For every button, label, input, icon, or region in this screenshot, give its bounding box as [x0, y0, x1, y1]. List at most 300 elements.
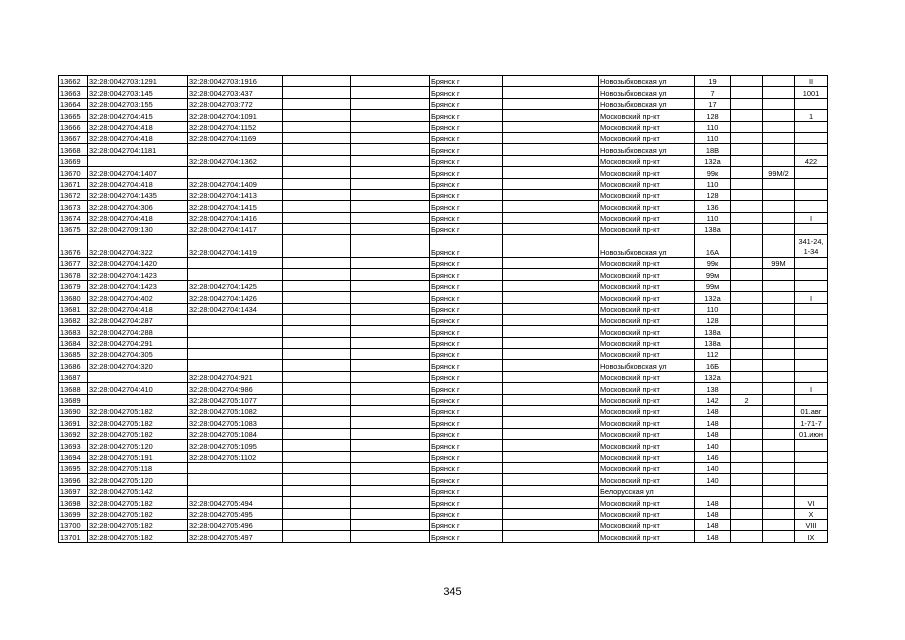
empty-cell: [503, 76, 599, 87]
empty-cell: [283, 201, 351, 212]
object-cadastral-number-cell: 32:28:0042704:1417: [188, 224, 283, 235]
house-number-cell: 99м: [695, 280, 731, 291]
city-cell: Брянск г: [430, 497, 503, 508]
empty-cell: [503, 155, 599, 166]
empty-cell: [351, 98, 430, 109]
empty-cell: [351, 383, 430, 394]
empty-cell: [283, 155, 351, 166]
table-row: [59, 349, 828, 360]
object-cadastral-number-cell: 32:28:0042705:1082: [188, 406, 283, 417]
empty-cell: [283, 98, 351, 109]
empty-cell: [351, 451, 430, 462]
object-cadastral-number-cell: 32:28:0042704:1409: [188, 178, 283, 189]
street-cell: Московский пр-кт: [599, 417, 695, 428]
table-row: [59, 360, 828, 371]
table-row: [59, 269, 828, 280]
empty-cell: [351, 440, 430, 451]
empty-cell: [283, 497, 351, 508]
empty-cell: [351, 167, 430, 178]
street-cell: Московский пр-кт: [599, 269, 695, 280]
building-cell: [731, 406, 763, 417]
street-cell: Московский пр-кт: [599, 167, 695, 178]
street-cell: Московский пр-кт: [599, 155, 695, 166]
house-number-cell: 99к: [695, 257, 731, 268]
object-cadastral-number-cell: 32:28:0042704:1413: [188, 189, 283, 200]
record-number-cell: 13693: [59, 440, 88, 451]
apartment-cell: [795, 371, 828, 382]
empty-cell: [283, 235, 351, 258]
structure-cell: [763, 519, 795, 530]
table-body: [59, 76, 828, 543]
city-cell: Брянск г: [430, 463, 503, 474]
empty-cell: [283, 326, 351, 337]
street-cell: Новозыбковская ул: [599, 235, 695, 258]
object-cadastral-number-cell: 32:28:0042703:772: [188, 98, 283, 109]
empty-cell: [351, 201, 430, 212]
record-number-cell: 13690: [59, 406, 88, 417]
apartment-cell: [795, 360, 828, 371]
empty-cell: [283, 269, 351, 280]
empty-cell: [283, 292, 351, 303]
empty-cell: [351, 132, 430, 143]
record-number-cell: 13687: [59, 371, 88, 382]
table-row: [59, 451, 828, 462]
empty-cell: [283, 337, 351, 348]
empty-cell: [503, 212, 599, 223]
structure-cell: [763, 144, 795, 155]
street-cell: Московский пр-кт: [599, 508, 695, 519]
empty-cell: [503, 519, 599, 530]
record-number-cell: 13668: [59, 144, 88, 155]
empty-cell: [503, 121, 599, 132]
house-number-cell: 128: [695, 110, 731, 121]
building-cell: [731, 212, 763, 223]
record-number-cell: 13678: [59, 269, 88, 280]
empty-cell: [503, 167, 599, 178]
table-row: [59, 224, 828, 235]
structure-cell: [763, 326, 795, 337]
record-number-cell: 13674: [59, 212, 88, 223]
apartment-cell: 1: [795, 110, 828, 121]
house-number-cell: 148: [695, 406, 731, 417]
structure-cell: [763, 337, 795, 348]
building-cell: [731, 463, 763, 474]
apartment-cell: [795, 485, 828, 496]
object-cadastral-number-cell: 32:28:0042704:1362: [188, 155, 283, 166]
structure-cell: [763, 87, 795, 98]
object-cadastral-number-cell: [188, 167, 283, 178]
street-cell: Московский пр-кт: [599, 406, 695, 417]
parcel-cadastral-number-cell: 32:28:0042704:320: [88, 360, 188, 371]
parcel-cadastral-number-cell: 32:28:0042703:145: [88, 87, 188, 98]
empty-cell: [503, 406, 599, 417]
record-number-cell: 13673: [59, 201, 88, 212]
structure-cell: [763, 314, 795, 325]
empty-cell: [283, 110, 351, 121]
apartment-cell: [795, 280, 828, 291]
object-cadastral-number-cell: [188, 314, 283, 325]
house-number-cell: 7: [695, 87, 731, 98]
city-cell: Брянск г: [430, 189, 503, 200]
city-cell: Брянск г: [430, 121, 503, 132]
table-row: [59, 235, 828, 258]
empty-cell: [503, 440, 599, 451]
building-cell: [731, 508, 763, 519]
apartment-cell: [795, 303, 828, 314]
record-number-cell: 13682: [59, 314, 88, 325]
street-cell: Московский пр-кт: [599, 428, 695, 439]
building-cell: [731, 451, 763, 462]
record-number-cell: 13696: [59, 474, 88, 485]
apartment-cell: [795, 121, 828, 132]
table-row: [59, 303, 828, 314]
apartment-cell: VIII: [795, 519, 828, 530]
street-cell: Московский пр-кт: [599, 189, 695, 200]
street-cell: Московский пр-кт: [599, 519, 695, 530]
building-cell: [731, 269, 763, 280]
city-cell: Брянск г: [430, 224, 503, 235]
empty-cell: [503, 371, 599, 382]
parcel-cadastral-number-cell: 32:28:0042703:1291: [88, 76, 188, 87]
city-cell: Брянск г: [430, 508, 503, 519]
empty-cell: [351, 155, 430, 166]
structure-cell: [763, 110, 795, 121]
empty-cell: [283, 132, 351, 143]
parcel-cadastral-number-cell: 32:28:0042705:182: [88, 406, 188, 417]
building-cell: [731, 292, 763, 303]
apartment-cell: [795, 224, 828, 235]
empty-cell: [283, 76, 351, 87]
empty-cell: [503, 132, 599, 143]
apartment-cell: [795, 98, 828, 109]
object-cadastral-number-cell: 32:28:0042705:1077: [188, 394, 283, 405]
empty-cell: [351, 189, 430, 200]
apartment-cell: [795, 269, 828, 280]
empty-cell: [351, 121, 430, 132]
structure-cell: [763, 178, 795, 189]
table-row: [59, 314, 828, 325]
house-number-cell: 140: [695, 463, 731, 474]
parcel-cadastral-number-cell: 32:28:0042705:142: [88, 485, 188, 496]
object-cadastral-number-cell: 32:28:0042705:1095: [188, 440, 283, 451]
record-number-cell: 13670: [59, 167, 88, 178]
apartment-cell: [795, 337, 828, 348]
building-cell: [731, 383, 763, 394]
parcel-cadastral-number-cell: 32:28:0042704:288: [88, 326, 188, 337]
house-number-cell: 148: [695, 428, 731, 439]
city-cell: Брянск г: [430, 474, 503, 485]
parcel-cadastral-number-cell: 32:28:0042704:291: [88, 337, 188, 348]
city-cell: Брянск г: [430, 87, 503, 98]
empty-cell: [503, 474, 599, 485]
apartment-cell: 1-71-7: [795, 417, 828, 428]
record-number-cell: 13662: [59, 76, 88, 87]
empty-cell: [351, 87, 430, 98]
record-number-cell: 13683: [59, 326, 88, 337]
empty-cell: [351, 371, 430, 382]
apartment-cell: 422: [795, 155, 828, 166]
city-cell: Брянск г: [430, 167, 503, 178]
street-cell: Московский пр-кт: [599, 440, 695, 451]
empty-cell: [503, 189, 599, 200]
empty-cell: [283, 314, 351, 325]
structure-cell: [763, 440, 795, 451]
table-row: [59, 508, 828, 519]
empty-cell: [503, 269, 599, 280]
parcel-cadastral-number-cell: [88, 371, 188, 382]
house-number-cell: [695, 485, 731, 496]
object-cadastral-number-cell: [188, 463, 283, 474]
apartment-cell: [795, 314, 828, 325]
street-cell: Московский пр-кт: [599, 224, 695, 235]
empty-cell: [351, 212, 430, 223]
apartment-cell: IX: [795, 531, 828, 542]
house-number-cell: 132а: [695, 292, 731, 303]
empty-cell: [283, 485, 351, 496]
empty-cell: [351, 280, 430, 291]
empty-cell: [503, 235, 599, 258]
structure-cell: [763, 224, 795, 235]
record-number-cell: 13666: [59, 121, 88, 132]
house-number-cell: 19: [695, 76, 731, 87]
record-number-cell: 13679: [59, 280, 88, 291]
empty-cell: [351, 326, 430, 337]
building-cell: [731, 531, 763, 542]
structure-cell: [763, 280, 795, 291]
parcel-cadastral-number-cell: 32:28:0042704:1423: [88, 269, 188, 280]
parcel-cadastral-number-cell: 32:28:0042709:130: [88, 224, 188, 235]
object-cadastral-number-cell: 32:28:0042704:1425: [188, 280, 283, 291]
structure-cell: [763, 451, 795, 462]
record-number-cell: 13701: [59, 531, 88, 542]
empty-cell: [503, 280, 599, 291]
empty-cell: [503, 360, 599, 371]
house-number-cell: 132а: [695, 371, 731, 382]
structure-cell: 99М: [763, 257, 795, 268]
empty-cell: [283, 463, 351, 474]
table-row: [59, 531, 828, 542]
table-row: [59, 292, 828, 303]
house-number-cell: 110: [695, 132, 731, 143]
object-cadastral-number-cell: 32:28:0042704:1091: [188, 110, 283, 121]
city-cell: Брянск г: [430, 280, 503, 291]
table-row: [59, 144, 828, 155]
empty-cell: [283, 349, 351, 360]
house-number-cell: 128: [695, 189, 731, 200]
house-number-cell: 132а: [695, 155, 731, 166]
apartment-cell: I: [795, 212, 828, 223]
house-number-cell: 17: [695, 98, 731, 109]
empty-cell: [503, 292, 599, 303]
empty-cell: [351, 394, 430, 405]
building-cell: [731, 257, 763, 268]
structure-cell: [763, 235, 795, 258]
record-number-cell: 13697: [59, 485, 88, 496]
empty-cell: [503, 314, 599, 325]
parcel-cadastral-number-cell: [88, 155, 188, 166]
record-number-cell: 13680: [59, 292, 88, 303]
building-cell: [731, 519, 763, 530]
empty-cell: [283, 508, 351, 519]
building-cell: [731, 132, 763, 143]
parcel-cadastral-number-cell: 32:28:0042704:415: [88, 110, 188, 121]
house-number-cell: 138а: [695, 337, 731, 348]
structure-cell: [763, 394, 795, 405]
street-cell: Московский пр-кт: [599, 474, 695, 485]
empty-cell: [503, 383, 599, 394]
structure-cell: [763, 132, 795, 143]
structure-cell: [763, 497, 795, 508]
city-cell: Брянск г: [430, 155, 503, 166]
city-cell: Брянск г: [430, 303, 503, 314]
building-cell: [731, 121, 763, 132]
apartment-cell: VI: [795, 497, 828, 508]
house-number-cell: 148: [695, 519, 731, 530]
table-row: [59, 417, 828, 428]
empty-cell: [283, 87, 351, 98]
table-row: [59, 132, 828, 143]
house-number-cell: 142: [695, 394, 731, 405]
empty-cell: [351, 110, 430, 121]
object-cadastral-number-cell: 32:28:0042704:1415: [188, 201, 283, 212]
parcel-cadastral-number-cell: 32:28:0042704:1420: [88, 257, 188, 268]
street-cell: Московский пр-кт: [599, 314, 695, 325]
building-cell: [731, 280, 763, 291]
apartment-cell: [795, 474, 828, 485]
empty-cell: [351, 257, 430, 268]
structure-cell: [763, 98, 795, 109]
structure-cell: [763, 121, 795, 132]
city-cell: Брянск г: [430, 76, 503, 87]
empty-cell: [503, 349, 599, 360]
empty-cell: [283, 224, 351, 235]
empty-cell: [283, 257, 351, 268]
empty-cell: [283, 121, 351, 132]
empty-cell: [351, 76, 430, 87]
table-row: [59, 98, 828, 109]
empty-cell: [283, 360, 351, 371]
empty-cell: [503, 531, 599, 542]
table-row: [59, 394, 828, 405]
building-cell: [731, 337, 763, 348]
table-row: [59, 463, 828, 474]
record-number-cell: 13692: [59, 428, 88, 439]
record-number-cell: 13688: [59, 383, 88, 394]
parcel-cadastral-number-cell: 32:28:0042704:418: [88, 121, 188, 132]
street-cell: Новозыбковская ул: [599, 76, 695, 87]
city-cell: Брянск г: [430, 440, 503, 451]
empty-cell: [283, 451, 351, 462]
street-cell: Московский пр-кт: [599, 303, 695, 314]
building-cell: [731, 167, 763, 178]
object-cadastral-number-cell: [188, 485, 283, 496]
city-cell: Брянск г: [430, 349, 503, 360]
record-number-cell: 13695: [59, 463, 88, 474]
street-cell: Московский пр-кт: [599, 497, 695, 508]
building-cell: [731, 87, 763, 98]
building-cell: [731, 303, 763, 314]
house-number-cell: 148: [695, 508, 731, 519]
empty-cell: [503, 224, 599, 235]
apartment-cell: I: [795, 383, 828, 394]
table-row: [59, 110, 828, 121]
table-row: [59, 406, 828, 417]
street-cell: Московский пр-кт: [599, 349, 695, 360]
parcel-cadastral-number-cell: 32:28:0042705:191: [88, 451, 188, 462]
house-number-cell: 110: [695, 303, 731, 314]
city-cell: Брянск г: [430, 235, 503, 258]
street-cell: Московский пр-кт: [599, 178, 695, 189]
city-cell: Брянск г: [430, 417, 503, 428]
record-number-cell: 13676: [59, 235, 88, 258]
apartment-cell: [795, 463, 828, 474]
object-cadastral-number-cell: 32:28:0042705:495: [188, 508, 283, 519]
empty-cell: [503, 303, 599, 314]
city-cell: Брянск г: [430, 371, 503, 382]
house-number-cell: 148: [695, 497, 731, 508]
apartment-cell: [795, 326, 828, 337]
street-cell: Московский пр-кт: [599, 201, 695, 212]
street-cell: Московский пр-кт: [599, 463, 695, 474]
structure-cell: [763, 417, 795, 428]
building-cell: [731, 235, 763, 258]
house-number-cell: 136: [695, 201, 731, 212]
parcel-cadastral-number-cell: 32:28:0042704:1435: [88, 189, 188, 200]
object-cadastral-number-cell: [188, 349, 283, 360]
empty-cell: [351, 406, 430, 417]
parcel-cadastral-number-cell: 32:28:0042705:120: [88, 474, 188, 485]
street-cell: Московский пр-кт: [599, 383, 695, 394]
empty-cell: [351, 235, 430, 258]
table-row: [59, 326, 828, 337]
empty-cell: [351, 417, 430, 428]
structure-cell: [763, 406, 795, 417]
empty-cell: [351, 178, 430, 189]
building-cell: [731, 474, 763, 485]
street-cell: Белорусская ул: [599, 485, 695, 496]
parcel-cadastral-number-cell: 32:28:0042704:418: [88, 212, 188, 223]
structure-cell: [763, 485, 795, 496]
apartment-cell: 1001: [795, 87, 828, 98]
table-row: [59, 121, 828, 132]
empty-cell: [503, 144, 599, 155]
parcel-cadastral-number-cell: 32:28:0042705:182: [88, 497, 188, 508]
street-cell: Новозыбковская ул: [599, 144, 695, 155]
city-cell: Брянск г: [430, 406, 503, 417]
empty-cell: [351, 531, 430, 542]
house-number-cell: 18В: [695, 144, 731, 155]
empty-cell: [283, 371, 351, 382]
empty-cell: [351, 474, 430, 485]
parcel-cadastral-number-cell: 32:28:0042704:418: [88, 178, 188, 189]
city-cell: Брянск г: [430, 519, 503, 530]
city-cell: Брянск г: [430, 531, 503, 542]
empty-cell: [503, 394, 599, 405]
apartment-cell: II: [795, 76, 828, 87]
structure-cell: [763, 463, 795, 474]
structure-cell: [763, 303, 795, 314]
object-cadastral-number-cell: 32:28:0042704:921: [188, 371, 283, 382]
empty-cell: [283, 280, 351, 291]
apartment-cell: [795, 167, 828, 178]
object-cadastral-number-cell: [188, 337, 283, 348]
city-cell: Брянск г: [430, 360, 503, 371]
city-cell: Брянск г: [430, 178, 503, 189]
house-number-cell: 112: [695, 349, 731, 360]
table-row: [59, 87, 828, 98]
apartment-cell: [795, 178, 828, 189]
apartment-cell: [795, 132, 828, 143]
